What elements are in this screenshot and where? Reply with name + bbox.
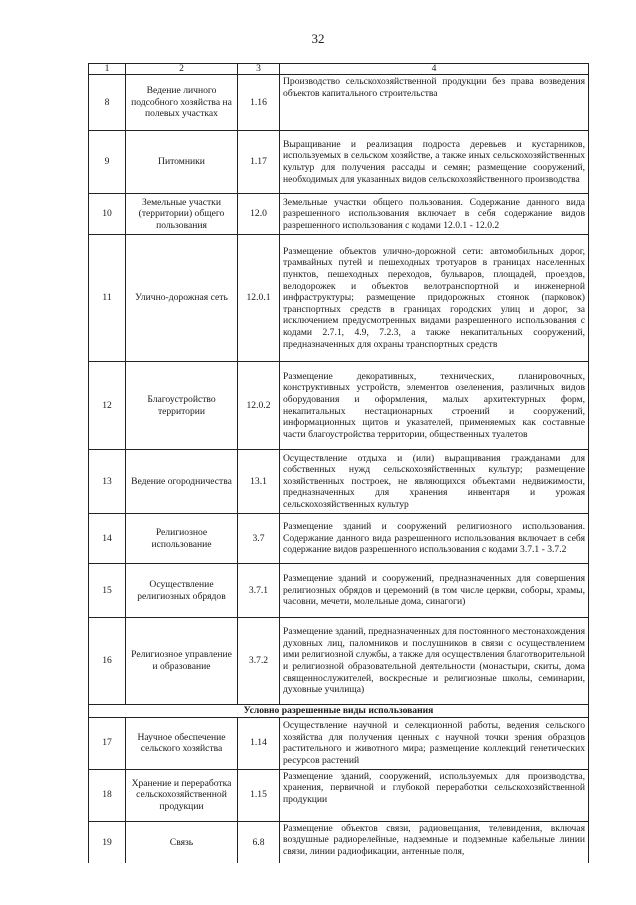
row-number: 11: [89, 235, 126, 362]
use-type-code: 1.14: [238, 717, 280, 769]
table-row: [89, 564, 589, 618]
use-type-code: 6.8: [238, 821, 280, 863]
land-use-table: [88, 63, 589, 863]
row-number: 17: [89, 717, 126, 769]
table-row: [89, 235, 589, 362]
use-type-name: Улично-дорожная сеть: [126, 235, 238, 362]
header-col-2: 2: [126, 64, 238, 75]
use-type-code: 13.1: [238, 450, 280, 514]
row-number: 15: [89, 564, 126, 618]
table-row: [89, 450, 589, 514]
header-col-4: 4: [280, 64, 589, 75]
use-type-code: 3.7.1: [238, 564, 280, 618]
use-type-name: Ведение личного подсобного хозяйства на полевых участках: [126, 75, 238, 131]
use-type-description: Размещение зданий, сооружений, используемых для производства, хранения, первичной и глубокой переработки сельскохозяйственной продукции: [280, 769, 589, 821]
use-type-code: 12.0.1: [238, 235, 280, 362]
row-number: 14: [89, 514, 126, 564]
use-type-name: Благоустройство территории: [126, 362, 238, 450]
use-type-description: Размещение зданий и сооружений религиозного использования. Содержание данного вида разрешенного использования включает в себя содержание видов разрешенного использования с кодами 3.7.1 - 3.7.2: [280, 514, 589, 564]
row-number: 18: [89, 769, 126, 821]
use-type-name: Религиозное управление и образование: [126, 618, 238, 705]
row-number: 10: [89, 194, 126, 235]
use-type-description: Размещение объектов связи, радиовещания, телевидения, включая воздушные радиорелейные, надземные и подземные кабельные линии связи, линии радиофикации, антенные поля,: [280, 821, 589, 863]
table-header-row: [89, 64, 589, 75]
use-type-code: 12.0.2: [238, 362, 280, 450]
use-type-description: Размещение зданий, предназначенных для постоянного местонахождения духовных лиц, паломников и послушников в связи с осуществлением ими религиозной службы, а также для осуществления благотворительной и религиозной образовательной деятельности (монастыри, скиты, дома священнослужителей, воскресные и религиозные школы, семинарии, духовные училища): [280, 618, 589, 705]
table-row: [89, 194, 589, 235]
header-col-3: 3: [238, 64, 280, 75]
page-number: 32: [311, 31, 325, 46]
row-number: 12: [89, 362, 126, 450]
row-number: 16: [89, 618, 126, 705]
table-row: [89, 75, 589, 131]
use-type-description: Земельные участки общего пользования. Содержание данного вида разрешенного использования включает в себя содержание видов разрешенного использования с кодами 12.0.1 - 12.0.2: [280, 194, 589, 235]
row-number: 8: [89, 75, 126, 131]
table-row: [89, 821, 589, 863]
table-row: [89, 618, 589, 705]
use-type-name: Религиозное использование: [126, 514, 238, 564]
table-row: [89, 514, 589, 564]
use-type-code: 12.0: [238, 194, 280, 235]
use-type-name: Научное обеспечение сельского хозяйства: [126, 717, 238, 769]
use-type-name: Осуществление религиозных обрядов: [126, 564, 238, 618]
table-row: [89, 131, 589, 194]
use-type-description: Размещение декоративных, технических, планировочных, конструктивных устройств, элементов озеленения, различных видов оборудования и оформления, малых архитектурных форм, некапитальных нестационарных строений и сооружений, информационных щитов и указателей, применяемых как составные части благоустройства территории, общественных туалетов: [280, 362, 589, 450]
row-number: 13: [89, 450, 126, 514]
table-row: [89, 362, 589, 450]
section-title: Условно разрешенные виды использования: [89, 705, 589, 718]
use-type-description: Размещение зданий и сооружений, предназначенных для совершения религиозных обрядов и церемоний (в том числе церкви, соборы, храмы, часовни, мечети, молельные дома, синагоги): [280, 564, 589, 618]
section-heading-row: [89, 705, 589, 718]
use-type-code: 3.7.2: [238, 618, 280, 705]
header-col-1: 1: [89, 64, 126, 75]
use-type-code: 1.16: [238, 75, 280, 131]
table-row: [89, 769, 589, 821]
row-number: 9: [89, 131, 126, 194]
use-type-code: 3.7: [238, 514, 280, 564]
use-type-description: Размещение объектов улично-дорожной сети: автомобильных дорог, трамвайных путей и пешеходных тротуаров в границах населенных пунктов, пешеходных переходов, бульваров, площадей, проездов, велодорожек и объектов велотранспортной и инженерной инфраструктуры; размещение придорожных стоянок (парковок) транспортных средств в границах городских улиц и дорог, за исключением предусмотренных видами разрешенного использования с кодами 2.7.1, 4.9, 7.2.3, а также некапитальных сооружений, предназначенных для охраны транспортных средств: [280, 235, 589, 362]
use-type-description: Выращивание и реализация подроста деревьев и кустарников, используемых в сельском хозяйстве, а также иных сельскохозяйственных культур для получения рассады и семян; размещение сооружений, необходимых для указанных видов сельскохозяйственного производства: [280, 131, 589, 194]
table-row: [89, 717, 589, 769]
row-number: 19: [89, 821, 126, 863]
use-type-code: 1.15: [238, 769, 280, 821]
use-type-name: Хранение и переработка сельскохозяйственной продукции: [126, 769, 238, 821]
use-type-name: Связь: [126, 821, 238, 863]
use-type-name: Земельные участки (территории) общего пользования: [126, 194, 238, 235]
use-type-name: Питомники: [126, 131, 238, 194]
use-type-code: 1.17: [238, 131, 280, 194]
use-type-description: Осуществление научной и селекционной работы, ведения сельского хозяйства для получения ценных с научной точки зрения образцов растительного и животного мира; размещение коллекций генетических ресурсов растений: [280, 717, 589, 769]
use-type-name: Ведение огородничества: [126, 450, 238, 514]
use-type-description: Производство сельскохозяйственной продукции без права возведения объектов капитального строительства: [280, 75, 589, 131]
use-type-description: Осуществление отдыха и (или) выращивания гражданами для собственных нужд сельскохозяйственных культур; размещение хозяйственных построек, не являющихся объектами недвижимости, предназначенных для хранения инвентаря и урожая сельскохозяйственных культур: [280, 450, 589, 514]
